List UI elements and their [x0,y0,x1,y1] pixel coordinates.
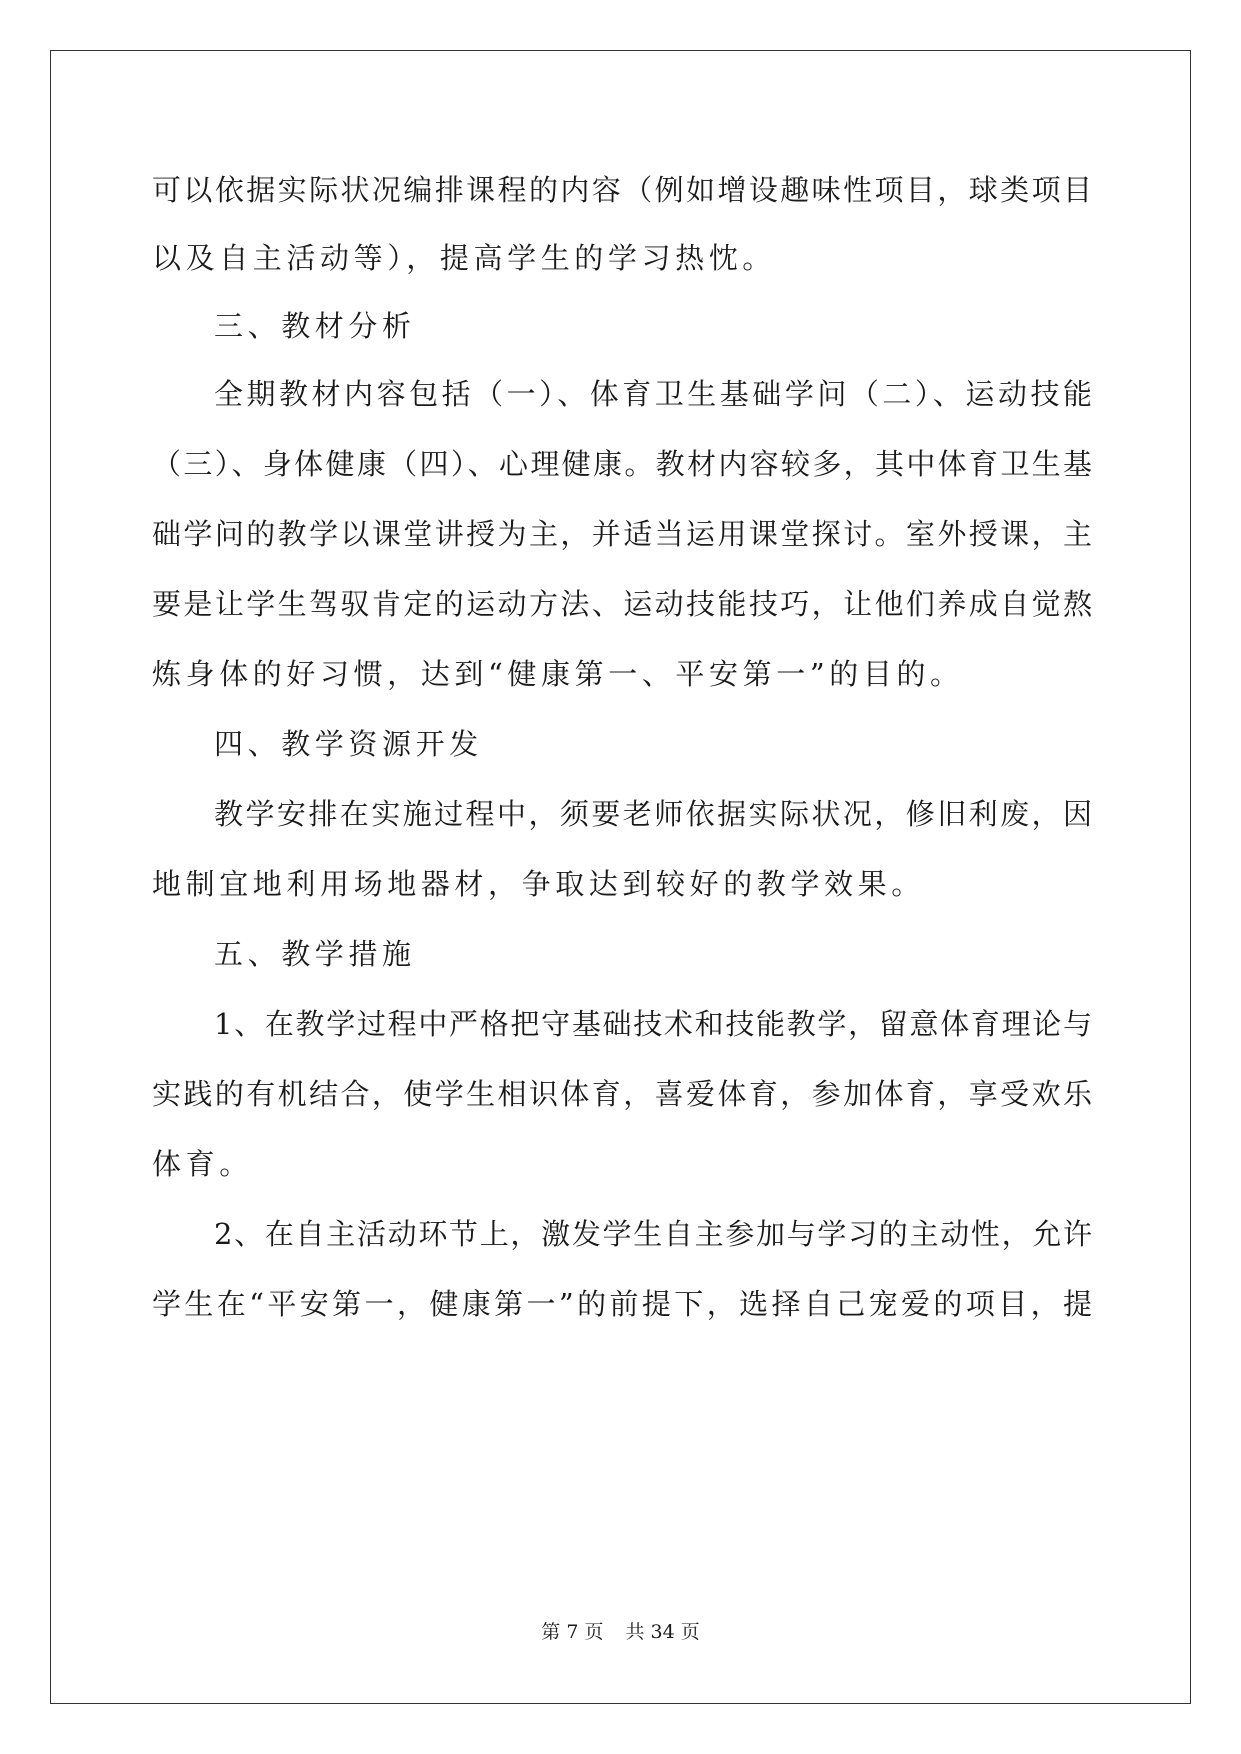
section-heading: 五、教学措施 [214,937,416,971]
text-line: 教学安排在实施过程中，须要老师依据实际状况，修旧利废，因 [214,797,1092,831]
text-line: （三）、身体健康（四）、心理健康。教材内容较多，其中体育卫生基 [152,447,1092,481]
text-line: 学生在“平安第一，健康第一”的前提下，选择自己宠爱的项目，提 [152,1287,1092,1321]
text-line: 体育。 [152,1147,253,1181]
section-heading: 四、教学资源开发 [214,727,483,761]
text-line: 地制宜地利用场地器材，争取达到较好的教学效果。 [152,867,925,901]
page-number: 第 7 页 [541,1621,604,1643]
text-line: 2、在自主活动环节上，激发学生自主参加与学习的主动性，允许 [214,1217,1092,1251]
section-heading: 三、教材分析 [214,309,416,343]
text-line: 1、在教学过程中严格把守基础技术和技能教学，留意体育理论与 [214,1007,1092,1041]
text-line: 础学问的教学以课堂讲授为主，并适当运用课堂探讨。室外授课，主 [152,517,1092,551]
text-line: 炼身体的好习惯，达到“健康第一、平安第一”的目的。 [152,657,964,691]
text-line: 要是让学生驾驭肯定的运动方法、运动技能技巧，让他们养成自觉熬 [152,587,1092,621]
page-total: 共 34 页 [625,1621,700,1643]
text-line: 实践的有机结合，使学生相识体育，喜爱体育，参加体育，享受欢乐 [152,1077,1092,1111]
text-line: 全期教材内容包括（一）、体育卫生基础学问（二）、运动技能 [214,377,1092,411]
page-footer [0,1620,1241,1644]
text-line: 可以依据实际状况编排课程的内容（例如增设趣味性项目，球类项目 [152,173,1092,207]
text-line: 以及自主活动等），提高学生的学习热忱。 [152,241,776,275]
